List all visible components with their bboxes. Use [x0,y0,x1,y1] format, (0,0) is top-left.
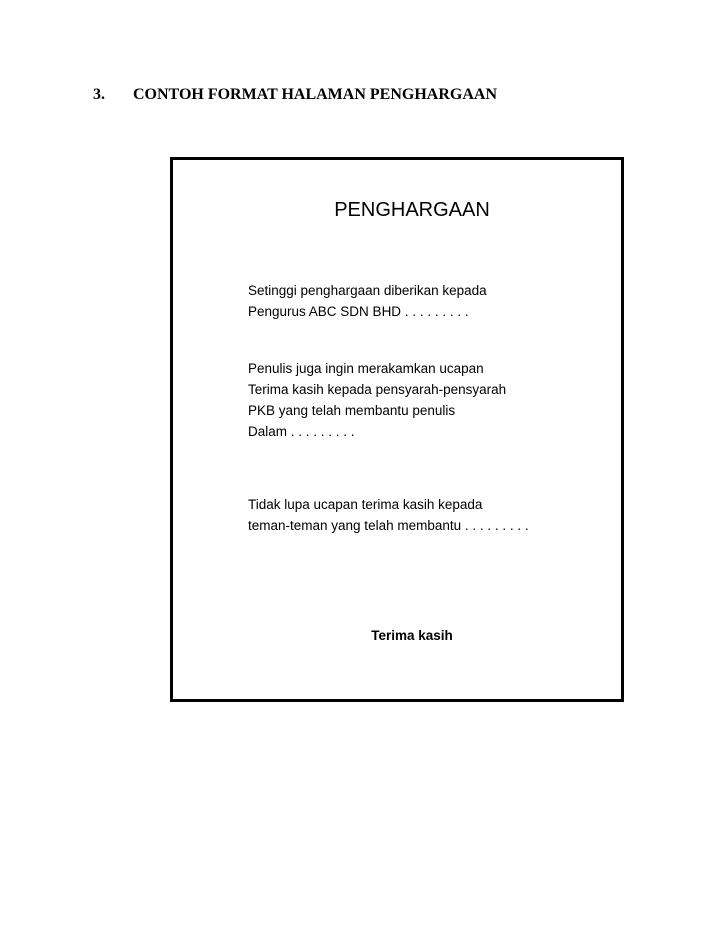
paragraph-2-line: Terima kasih kepada pensyarah-pensyarah [248,382,507,397]
paragraph-2-line: PKB yang telah membantu penulis [248,403,456,418]
paragraph-2 [248,358,506,442]
acknowledgement-title: PENGHARGAAN [334,199,490,221]
section-heading [93,86,497,104]
paragraph-1-line: Setinggi penghargaan diberikan kepada [248,283,487,298]
paragraph-1 [248,280,487,322]
acknowledgement-page-frame [170,157,624,702]
paragraph-2-line: Penulis juga ingin merakamkan ucapan [248,361,484,376]
section-title: CONTOH FORMAT HALAMAN PENGHARGAAN [133,86,497,103]
paragraph-3-line: Tidak lupa ucapan terima kasih kepada [248,497,483,512]
section-number: 3. [93,86,105,103]
paragraph-3-line: teman-teman yang telah membantu . . . . . . . . . [248,518,529,533]
paragraph-1-line: Pengurus ABC SDN BHD . . . . . . . . . [248,304,469,319]
closing-text: Terima kasih [371,628,453,643]
paragraph-2-line: Dalam . . . . . . . . . [248,424,355,439]
paragraph-3 [248,494,529,536]
